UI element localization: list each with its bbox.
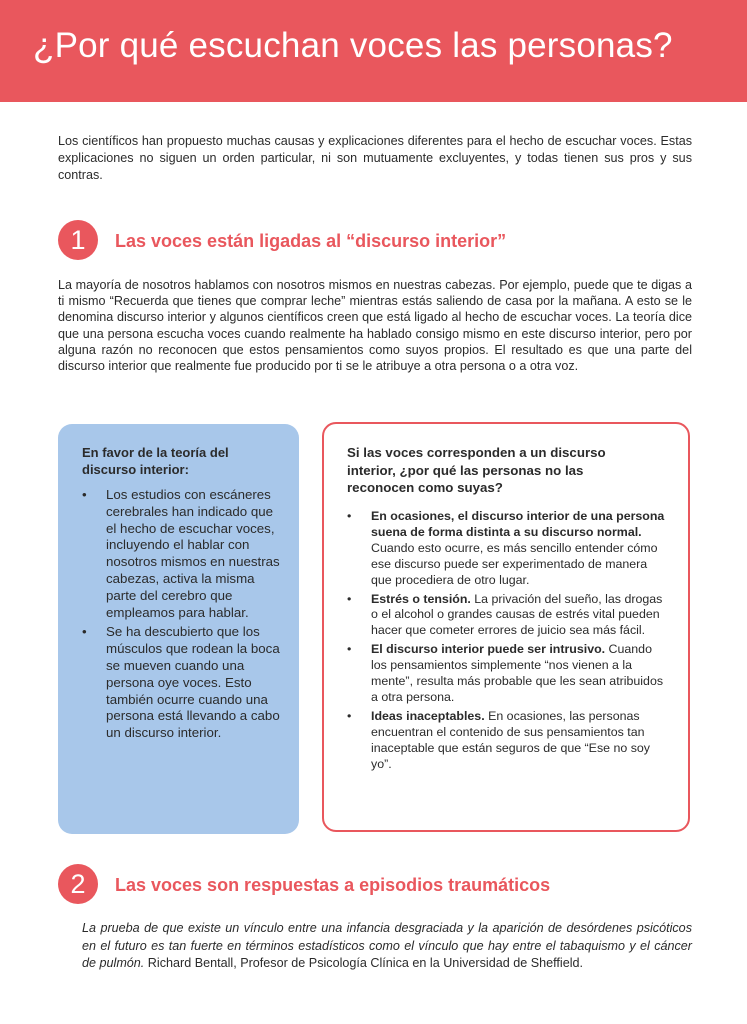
- question-box: [322, 422, 690, 832]
- section-2-quote: [82, 920, 692, 973]
- section-1-title: Las voces están ligadas al “discurso interior”: [115, 231, 507, 251]
- question-item-text: En ocasiones, las personas encuentran el contenido de sus pensamientos tan inaceptable que están seguros de que “Ese no soy yo”.: [371, 708, 650, 771]
- section-2-number: 2: [58, 864, 98, 904]
- section-1-number: 1: [58, 220, 98, 260]
- question-item: [347, 509, 669, 589]
- favor-item: • Los estudios con escáneres cerebrales han indicado que el hecho de escuchar voces, incluyendo el hablar con nosotros mismos en nuestras cabezas, activa la misma parte del cerebro que empleamos para hablar.: [82, 487, 282, 621]
- question-item-bold: En ocasiones, el discurso interior de una persona suena de forma distinta a su discurso normal.: [371, 509, 665, 539]
- favor-list: [82, 487, 282, 742]
- question-item: [347, 642, 669, 706]
- section-1-paragraph: La mayoría de nosotros hablamos con nosotros mismos en nuestras cabezas. Por ejemplo, puede que te digas a ti mismo “Recuerda que tienes que comprar leche” mientras estás saliendo de casa por la mañana. A esto se le denomina discurso interior y algunos científicos creen que está ligado al hecho de escuchar voces. La teoría dice que una persona escucha voces cuando realmente ha hablado consigo mismo en este discurso interior, pero por alguna razón no reconocen que estos pensamientos como suyos propios. El resultado es que una parte del discurso interior que realmente fue producido por ti se le atribuye a otra persona o a otra voz.: [58, 278, 692, 374]
- question-list: [347, 509, 669, 773]
- favor-box-title: En favor de la teoría del discurso interior:: [82, 445, 229, 477]
- question-item-text: Cuando esto ocurre, es más sencillo entender cómo ese discurso puede ser experimentado de manera que procediera de otro lugar.: [371, 540, 658, 587]
- page-title: ¿Por qué escuchan voces las personas?: [33, 26, 673, 65]
- section-2-title: Las voces son respuestas a episodios traumáticos: [115, 875, 551, 895]
- question-item-bold: Estrés o tensión.: [371, 591, 471, 606]
- question-item-text: La privación del sueño, las drogas o el alcohol o grandes causas de estrés vital pueden hacer que cometer errores de juicio sea más fácil.: [371, 591, 663, 638]
- page-header: [0, 0, 747, 102]
- question-item: [347, 709, 669, 773]
- question-item: [347, 592, 669, 640]
- question-item-bold: Ideas inaceptables.: [371, 708, 485, 723]
- question-item-bold: El discurso interior puede ser intrusivo.: [371, 642, 606, 657]
- quote-author: Richard Bentall, Profesor de Psicología Clínica en la Universidad de Sheffield.: [144, 956, 584, 970]
- favor-item: • Se ha descubierto que los músculos que rodean la boca se mueven cuando una persona oye voces. Esto también ocurre cuando una persona está llevando a cabo un discurso interior.: [82, 624, 282, 742]
- quote-text: La prueba de que existe un vínculo entre una infancia desgraciada y la aparición de desórdenes psicóticos en el futuro es tan fuerte en términos estadísticos como el vínculo que hay entre el tabaquismo y el cáncer de pulmón.: [82, 921, 692, 970]
- favor-box: [58, 424, 299, 834]
- question-item-text: Cuando los pensamientos simplemente “nos vienen a la mente”, resulta más probable que les sean atribuidos a otra persona.: [371, 642, 664, 704]
- question-box-title: Si las voces corresponden a un discurso interior, ¿por qué las personas no las reconocen como suyas?: [347, 445, 606, 495]
- intro-paragraph: Los científicos han propuesto muchas causas y explicaciones diferentes para el hecho de escuchar voces. Estas explicaciones no siguen un orden particular, ni son mutuamente excluyentes, y todas tienen sus pros y sus contras.: [58, 134, 692, 182]
